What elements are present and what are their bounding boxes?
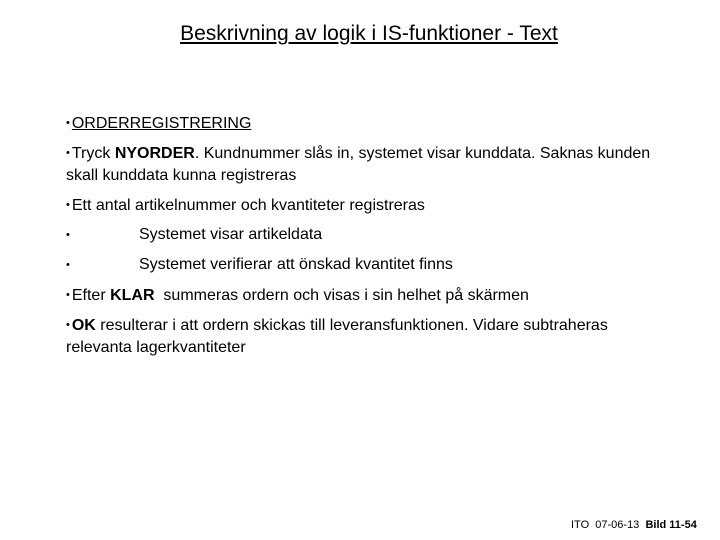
slide-footer <box>571 519 697 531</box>
bullet-ett-antal <box>66 194 425 217</box>
bullet-tryck-nyorder <box>66 142 666 187</box>
footer-ito: ITO <box>571 519 590 531</box>
efter-text-post: summeras ordern och visas i sin helhet på skärmen <box>154 287 529 304</box>
nyorder-keyword: NYORDER <box>114 145 195 162</box>
bullet-dot: • <box>66 319 70 331</box>
sub-bullet-verifierar <box>66 254 453 277</box>
bullet-efter-klar <box>66 284 529 307</box>
sub1-text: Systemet visar artikeldata <box>139 226 323 243</box>
footer-date: 07-06-13 <box>595 519 640 531</box>
heading-orderregistrering: ORDERREGISTRERING <box>71 115 252 132</box>
ok-keyword: OK <box>71 317 96 334</box>
klar-keyword: KLAR <box>110 287 155 304</box>
bullet-dot: • <box>66 117 70 129</box>
ok-text-post: resulterar i att ordern skickas till leveransfunktionen. Vidare subtraheras relevanta lagerkvantiteter <box>66 317 608 356</box>
bullet-dot: • <box>66 229 70 241</box>
tryck-text-post: . Kundnummer slås in, systemet visar kunddata. Saknas kunden skall kunddata kunna registreras <box>66 145 651 184</box>
tryck-text-pre: Tryck <box>71 145 115 162</box>
bullet-dot: • <box>66 147 70 159</box>
sub2-text: Systemet verifierar att önskad kvantitet finns <box>139 256 453 273</box>
bullet-dot: • <box>66 199 70 211</box>
bullet-dot: • <box>66 289 70 301</box>
bullet-orderregistrering <box>66 112 251 135</box>
bullet-ok <box>66 314 666 359</box>
efter-text-pre: Efter <box>71 287 111 304</box>
footer-bild-label: Bild <box>645 519 667 531</box>
bullet-dot: • <box>66 259 70 271</box>
footer-bild-number: 11-54 <box>669 519 697 531</box>
ett-antal-text: Ett antal artikelnummer och kvantiteter registreras <box>71 197 425 214</box>
sub-bullet-artikeldata <box>66 224 323 247</box>
slide-title: Beskrivning av logik i IS-funktioner - Text <box>180 22 558 45</box>
